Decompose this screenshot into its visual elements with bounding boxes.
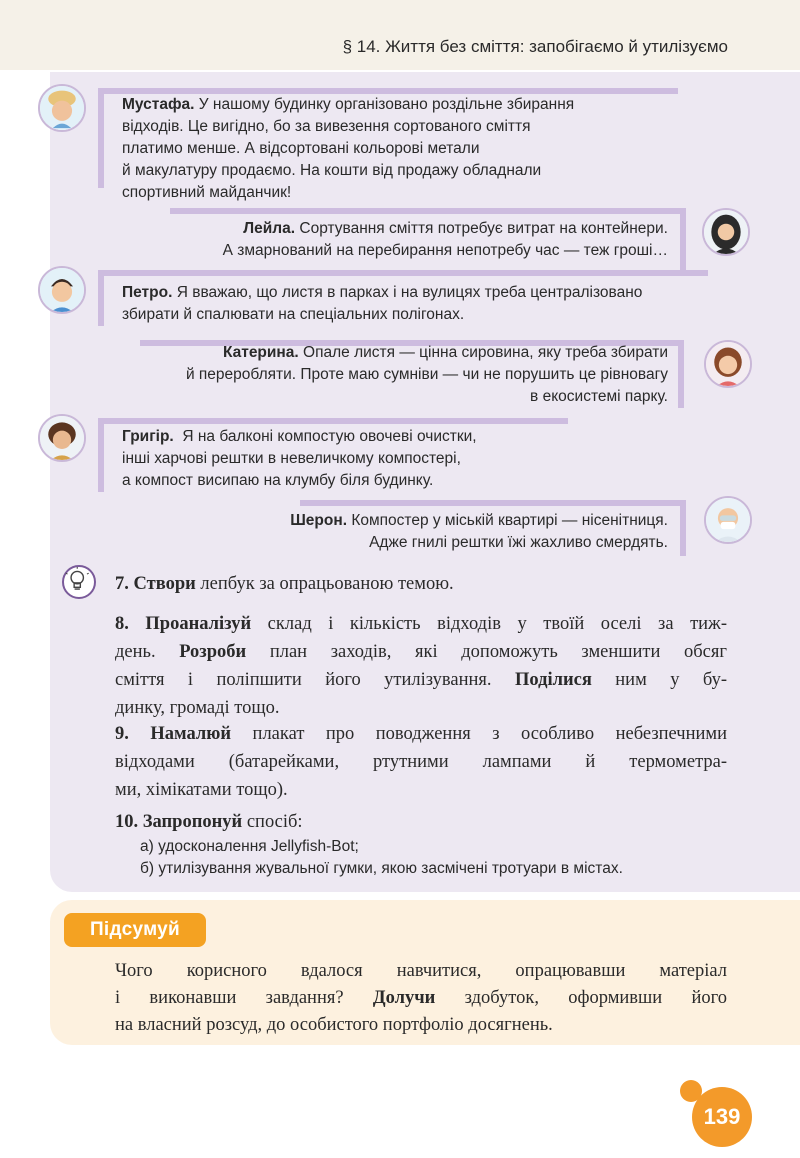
task-text: спосіб: bbox=[246, 812, 303, 832]
bubble-text: в екосистемі парку. bbox=[530, 388, 668, 405]
bubble-hryhir bbox=[122, 426, 477, 492]
bubble-text: Я вважаю, що листя в парках і на вулицях треба централізовано bbox=[176, 284, 643, 301]
avatar-sheron-icon bbox=[704, 496, 752, 544]
task-text: плакат про поводження з особливо небезпечними bbox=[252, 724, 727, 744]
avatar-hryhir-icon bbox=[38, 414, 86, 462]
page-number: 139 bbox=[692, 1087, 752, 1147]
summary-verb: Долучи bbox=[372, 988, 436, 1008]
bubble-text: Компостер у міській квартирі — нісенітниця. bbox=[351, 512, 668, 529]
summary-line: здобуток, оформивши його bbox=[464, 988, 728, 1008]
task-text: день. bbox=[115, 642, 156, 662]
task-text: лепбук за опрацьованою темою. bbox=[200, 574, 454, 594]
summary-line: на власний розсуд, до особистого портфоліо досягнень. bbox=[115, 1015, 553, 1035]
bubble-text: інші харчові рештки в невеличкому компостері, bbox=[122, 450, 461, 467]
bubble-text: У нашому будинку організовано роздільне збирання bbox=[198, 96, 575, 113]
task-text: склад і кількість відходів у твоїй оселі за тиж- bbox=[267, 614, 727, 634]
bubble-text: а компост висипаю на клумбу біля будинку. bbox=[122, 472, 434, 489]
task-text: сміття і поліпшити його утилізування. bbox=[115, 670, 492, 690]
bubble-text: Сортування сміття потребує витрат на контейнери. bbox=[299, 220, 668, 237]
speaker-name: Григір. bbox=[122, 428, 174, 445]
speaker-name: Петро. bbox=[122, 284, 173, 301]
bubble-text: спортивний майданчик! bbox=[122, 184, 292, 201]
task-10-option-b: б) утилізування жувальної гумки, якою засмічені тротуари в містах. bbox=[140, 860, 623, 877]
speaker-name: Шерон. bbox=[290, 512, 348, 529]
bubble-text: А змарнований на перебирання непотребу час — теж гроші… bbox=[222, 242, 668, 259]
task-10-option-a: а) удосконалення Jellyfish-Bot; bbox=[140, 838, 359, 855]
summary-tag: Підсумуй bbox=[64, 913, 206, 947]
task-text: план заходів, які допоможуть зменшити обсяг bbox=[269, 642, 727, 662]
task-7 bbox=[115, 570, 727, 598]
task-text: динку, громаді тощо. bbox=[115, 698, 280, 718]
bubble-kateryna bbox=[186, 342, 668, 408]
task-verb: 8. Проаналізуй bbox=[115, 614, 252, 634]
bubble-text: платимо менше. А відсортовані кольорові метали bbox=[122, 140, 480, 157]
speaker-name: Мустафа. bbox=[122, 96, 195, 113]
avatar-kateryna-icon bbox=[704, 340, 752, 388]
task-verb: 10. Запропонуй bbox=[115, 812, 243, 832]
bubble-mustafa bbox=[122, 94, 574, 204]
task-verb: 9. Намалюй bbox=[115, 724, 232, 744]
speaker-name: Катерина. bbox=[222, 344, 299, 361]
speaker-name: Лейла. bbox=[243, 220, 296, 237]
header-band bbox=[0, 0, 800, 70]
task-verb: 7. Створи bbox=[115, 574, 196, 594]
lightbulb-icon bbox=[62, 565, 96, 599]
bubble-text: Я на балконі компостую овочеві очистки, bbox=[182, 428, 477, 445]
task-10 bbox=[115, 808, 727, 836]
task-9 bbox=[115, 720, 727, 804]
summary-text bbox=[115, 958, 727, 1039]
bubble-text: й переробляти. Проте маю сумніви — чи не порушить це рівновагу bbox=[185, 366, 668, 383]
avatar-leila-icon bbox=[702, 208, 750, 256]
avatar-mustafa-icon bbox=[38, 84, 86, 132]
summary-line: Чого корисного вдалося навчитися, опрацювавши матеріал bbox=[115, 961, 727, 981]
section-title: § 14. Життя без сміття: запобігаємо й утилізуємо bbox=[342, 37, 728, 56]
bubble-leila bbox=[223, 218, 668, 262]
summary-line: і виконавши завдання? bbox=[115, 988, 344, 1008]
bubble-sheron bbox=[290, 510, 668, 554]
avatar-petro-icon bbox=[38, 266, 86, 314]
task-text: ми, хімікатами тощо). bbox=[115, 780, 288, 800]
bubble-text: й макулатуру продаємо. На кошти від продажу обладнали bbox=[122, 162, 542, 179]
bubble-petro bbox=[122, 282, 642, 326]
bubble-text: збирати й спалювати на спеціальних полігонах. bbox=[122, 306, 465, 323]
bubble-text: відходів. Це вигідно, бо за вивезення сортованого сміття bbox=[122, 118, 531, 135]
bubble-text: Опале листя — цінна сировина, яку треба збирати bbox=[303, 344, 668, 361]
bubble-text: Адже гнилі рештки їжі жахливо смердять. bbox=[369, 534, 668, 551]
task-8 bbox=[115, 610, 727, 722]
task-verb: Поділися bbox=[514, 670, 592, 690]
task-text: ним у бу- bbox=[615, 670, 727, 690]
task-verb: Розроби bbox=[179, 642, 247, 662]
task-text: відходами (батарейками, ртутними лампами й термометра- bbox=[115, 752, 727, 772]
